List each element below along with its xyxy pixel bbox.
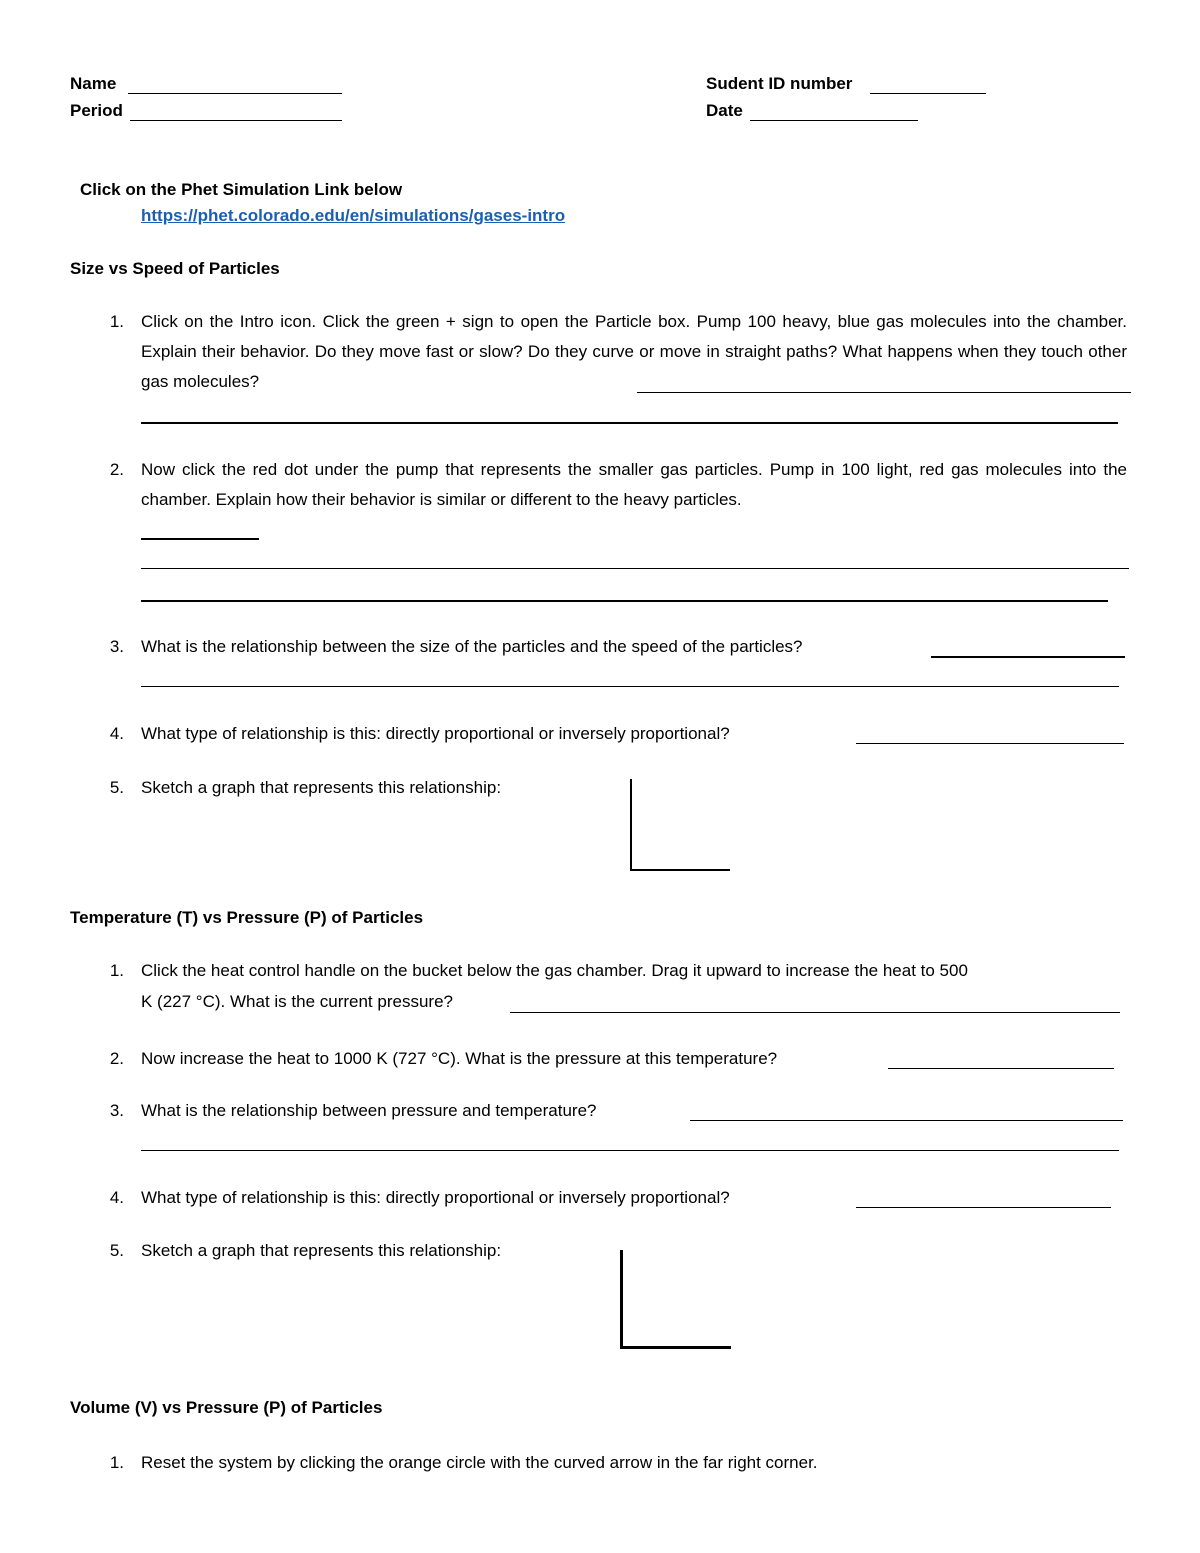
answer-line[interactable] (637, 392, 1131, 393)
date-label: Date (706, 101, 743, 120)
period-field[interactable] (130, 120, 342, 121)
name-label: Name (70, 74, 117, 93)
graph-sketch-axes[interactable] (630, 779, 730, 871)
answer-line[interactable] (856, 1207, 1111, 1208)
answer-line[interactable] (141, 1150, 1119, 1151)
question-text: What is the relationship between the size of the particles and the speed of the particles? (141, 637, 803, 656)
answer-line[interactable] (141, 600, 1108, 602)
question-number: 1. (109, 312, 124, 331)
period-label: Period (70, 101, 123, 120)
answer-line[interactable] (510, 1012, 1120, 1013)
student-id-field[interactable] (870, 93, 986, 94)
answer-line[interactable] (888, 1068, 1114, 1069)
question-number: 3. (109, 1101, 124, 1120)
section-title-size-speed: Size vs Speed of Particles (70, 259, 280, 278)
student-id-label: Sudent ID number (706, 74, 853, 93)
section-title-temperature-pressure: Temperature (T) vs Pressure (P) of Particles (70, 908, 424, 927)
date-field[interactable] (750, 120, 918, 121)
answer-line[interactable] (690, 1120, 1123, 1121)
question-number: 3. (109, 637, 124, 656)
answer-line[interactable] (141, 538, 259, 540)
section-title-volume-pressure: Volume (V) vs Pressure (P) of Particles (70, 1398, 383, 1417)
answer-line[interactable] (856, 743, 1124, 744)
question-text: Sketch a graph that represents this relationship: (141, 1241, 502, 1260)
question-number: 1. (109, 1453, 124, 1472)
question-text: Click the heat control handle on the bucket below the gas chamber. Drag it upward to increase the heat to 500 (141, 961, 968, 980)
question-text: Now increase the heat to 1000 K (727 °C). What is the pressure at this temperature? (141, 1049, 778, 1068)
question-text: Click on the Intro icon. Click the green + sign to open the Particle box. Pump 100 heavy, blue gas molecules into the chamber. Explain their behavior. Do they move fast or slow? Do they curve or move in straight paths? What happens when they touch other gas molecules? (141, 312, 1127, 391)
question-text: Now click the red dot under the pump that represents the smaller gas particles. Pump in 100 light, red gas molecules into the chamber. Explain how their behavior is similar or different to the heavy particles. (141, 460, 1127, 509)
question-text: K (227 °C). What is the current pressure? (141, 992, 453, 1011)
question-number: 2. (109, 460, 124, 479)
question-text: What is the relationship between pressure and temperature? (141, 1101, 597, 1120)
answer-line[interactable] (141, 422, 1118, 424)
answer-line[interactable] (931, 656, 1125, 658)
name-field[interactable] (128, 93, 342, 94)
question-number: 5. (109, 778, 124, 797)
question-number: 2. (109, 1049, 124, 1068)
question-text: What type of relationship is this: directly proportional or inversely proportional? (141, 724, 730, 743)
question-text: What type of relationship is this: directly proportional or inversely proportional? (141, 1188, 730, 1207)
question-number: 5. (109, 1241, 124, 1260)
phet-simulation-link[interactable]: https://phet.colorado.edu/en/simulations/gases-intro (141, 206, 566, 225)
question-text: Reset the system by clicking the orange circle with the curved arrow in the far right corner. (141, 1453, 818, 1472)
question-number: 4. (109, 724, 124, 743)
question-number: 1. (109, 961, 124, 980)
graph-sketch-axes[interactable] (620, 1250, 731, 1349)
intro-instruction: Click on the Phet Simulation Link below (80, 180, 403, 199)
answer-line[interactable] (141, 686, 1119, 687)
question-number: 4. (109, 1188, 124, 1207)
answer-line[interactable] (141, 568, 1129, 569)
question-text: Sketch a graph that represents this relationship: (141, 778, 502, 797)
